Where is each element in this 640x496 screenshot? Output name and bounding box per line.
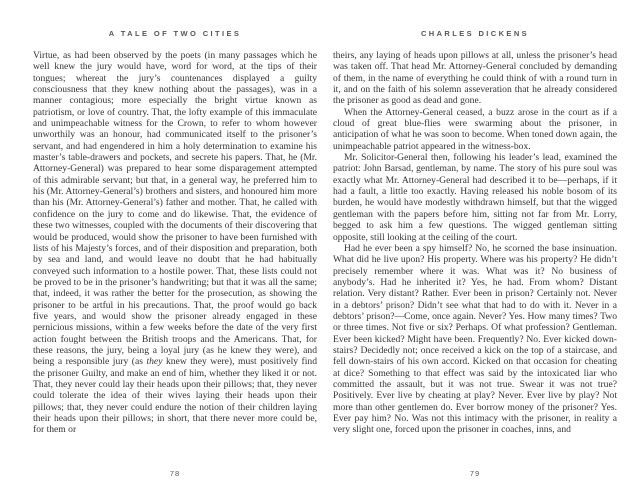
page-right bbox=[333, 0, 617, 496]
paragraph: Had he ever been a spy himself? No, he scorned the base insinuation. What did he live upon? His property. Where was his property? He didn’t precisely remember where it was. What was it? No business of anybody’s. Had he inherited it? Yes, he had. From whom? Distant relation. Very distant? Rather. Ever been in prison? Certainly not. Never in a debtors’ prison? Didn’t see what that had to do with it. Never in a debtors’ prison?—Come, once again. Never? Yes. How many times? Two or three times. Not five or six? Perhaps. Of what profession? Gentleman. Ever been kicked? Might have been. Frequently? No. Ever kicked down-stairs? Decidedly not; once received a kick on the top of a staircase, and fell down-stairs of his own accord. Kicked on that occasion for cheating at dice? Something to that effect was said by the intoxicated liar who committed the assault, but it was not true. Swear it was not true? Positively. Ever live by cheating at play? Never. Ever live by play? Not more than other gentlemen do. Ever borrow money of the prisoner? Yes. Ever pay him? No. Was not this intimacy with the prisoner, in reality a very slight one, forced upon the prisoner in coaches, inns, and bbox=[333, 242, 617, 436]
running-head-author: CHARLES DICKENS bbox=[420, 29, 530, 38]
page-body-left bbox=[33, 50, 317, 464]
page-number-left: 78 bbox=[169, 469, 181, 478]
page-body-right bbox=[333, 50, 617, 464]
paragraph: Virtue, as had been observed by the poets (in many passages which he well knew the jury would have, word for word, at the tips of their tongues; whereat the jury’s countenances displayed a guilty consciousness that they knew nothing about the passages), was in a manner contagious; more especially the bright virtue known as patriotism, or love of country. That, the lofty example of this immaculate and unimpeachable witness for the Crown, to refer to whom however unworthily was an honour, had communicated itself to the prisoner’s servant, and had engendered in him a holy determination to examine his master’s table-drawers and pockets, and secrete his papers. That, he (Mr. Attorney-General) was prepared to hear some disparagement attempted of this admirable servant; but that, in a general way, he preferred him to his (Mr. Attorney-General’s) brothers and sisters, and honoured him more than his (Mr. Attorney-General’s) father and mother. That, he called with confidence on the jury to come and do likewise. That, the evidence of these two witnesses, coupled with the documents of their discovering that would be produced, would show the prisoner to have been furnished with lists of his Majesty’s forces, and of their disposition and preparation, both by sea and land, and would leave no doubt that he had habitually conveyed such information to a hostile power. That, these lists could not be proved to be in the prisoner’s handwriting; but that it was all the same; that, indeed, it was rather the better for the prosecution, as showing the prisoner to be artful in his precautions. That, the proof would go back five years, and would show the prisoner already engaged in these pernicious missions, within a few weeks before the date of the very first action fought between the British troops and the Americans. That, for these reasons, the jury, being a loyal jury (as he knew they were), and being a responsible jury (as they knew they were), must positively find the prisoner Guilty, and make an end of him, whether they liked it or not. That, they never could lay their heads upon their pillows; that, they never could tolerate the idea of their wives laying their heads upon their pillows; that, they never could endure the notion of their children laying their heads upon their pillows; in short, that there never more could be, for them or bbox=[33, 50, 317, 436]
page-number-right: 79 bbox=[469, 469, 481, 478]
paragraph: Mr. Solicitor-General then, following his leader’s lead, examined the patriot: John Barsad, gentleman, by name. The story of his pure soul was exactly what Mr. Attorney-General had described it to be—perhaps, if it had a fault, a little too exactly. Having released his noble bosom of its burden, he would have modestly withdrawn himself, but that the wigged gentleman with the papers before him, sitting not far from Mr. Lorry, begged to ask him a few questions. The wigged gentleman sitting opposite, still looking at the ceiling of the court. bbox=[333, 152, 617, 243]
page-left bbox=[33, 0, 317, 496]
paragraph: When the Attorney-General ceased, a buzz arose in the court as if a cloud of great blue-flies were swarming about the prisoner, in anticipation of what he was soon to become. When toned down again, the unimpeachable patriot appeared in the witness-box. bbox=[333, 106, 617, 152]
paragraph: theirs, any laying of heads upon pillows at all, unless the prisoner’s head was taken off. That head Mr. Attorney-General concluded by demanding of them, in the name of everything he could think of with a round turn in it, and on the faith of his solemn asseveration that he already considered the prisoner as good as dead and gone. bbox=[333, 50, 617, 107]
running-head-title: A TALE OF TWO CITIES bbox=[108, 29, 242, 38]
